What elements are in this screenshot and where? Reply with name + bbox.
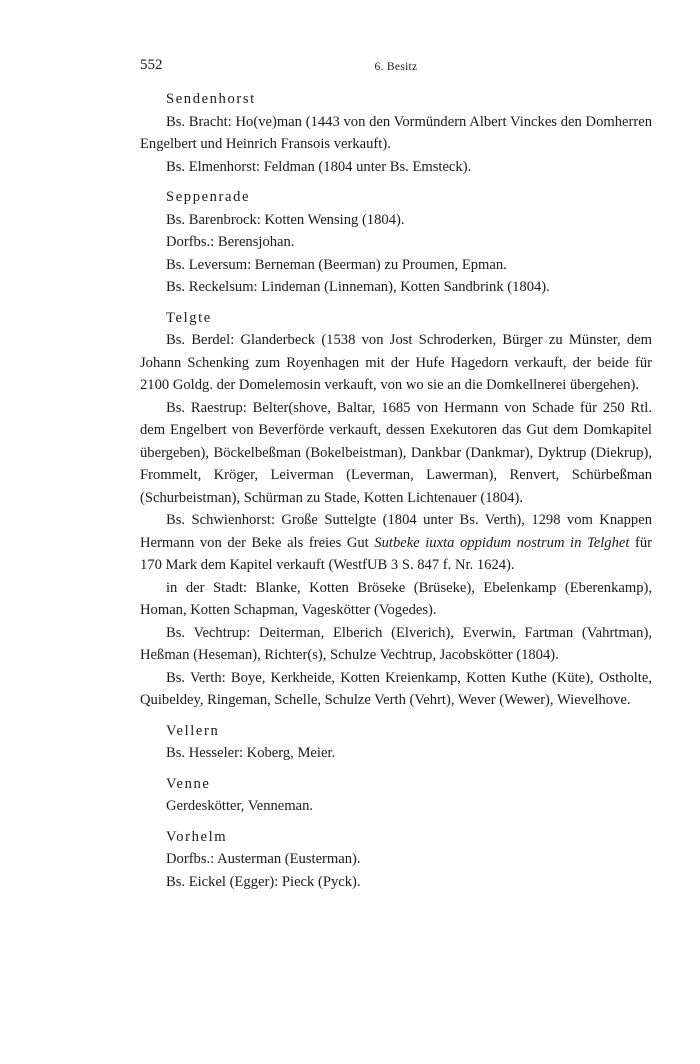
place-heading: Telgte	[166, 309, 212, 326]
entry: Dorfbs.: Austerman (Eusterman).	[166, 851, 361, 867]
entry: Bs. Hesseler: Koberg, Meier.	[166, 745, 336, 761]
entry: Bs. Elmenhorst: Feldman (1804 unter Bs. Emsteck).	[166, 158, 472, 175]
entry-with-latin-quote	[140, 509, 652, 577]
place-heading: Sendenhorst	[166, 91, 256, 107]
place-heading: Venne	[166, 775, 211, 792]
latin-quote: Sutbeke iuxta oppidum nostrum in Telghet	[374, 534, 630, 551]
entry: in der Stadt: Blanke, Kotten Bröseke (Brüseke), Ebelenkamp (Eberenkamp), Homan, Kotten Schapman, Vageskötter (Vogedes).	[140, 579, 652, 618]
entry: Gerdeskötter, Venneman.	[166, 798, 314, 814]
entry: Bs. Bracht: Ho(ve)man (1443 von den Vormündern Albert Vinckes den Domherren Engelbert und Heinrich Fransois verkauft).	[140, 113, 652, 152]
section-vorhelm	[140, 826, 652, 894]
place-heading: Vellern	[166, 722, 220, 739]
section-venne	[140, 773, 652, 818]
section-telgte	[140, 307, 652, 712]
entry: Bs. Reckelsum: Lindeman (Linneman), Kotten Sandbrink (1804).	[166, 279, 550, 295]
place-heading: Vorhelm	[166, 828, 228, 845]
entry-text: Bs. Schwienhorst: Große Suttelgte (1804 unter Bs. Verth), 1298 vom Knappen Hermann von der Beke als freies Gut	[140, 512, 652, 551]
entry: Bs. Leversum: Berneman (Beerman) zu Proumen, Epman.	[166, 256, 507, 273]
running-head: 6. Besitz	[374, 61, 418, 73]
entry: Bs. Vechtrup: Deiterman, Elberich (Elverich), Everwin, Fartman (Vahrtman), Heßman (Heseman), Richter(s), Schulze Vechtrup, Jacobskötter (1804).	[140, 624, 652, 663]
entry: Bs. Raestrup: Belter(shove, Baltar, 1685 von Hermann von Schade für 250 Rtl. dem Engelbert von Beverförde verkauft, dessen Exekutoren das Gut dem Domkapitel übergeben), Böckelbeßman (Bokelbeistman), Dankbar (Dankmar), Dyktrup (Diekrup), Frommelt, Kröger, Leiverman (Leverman, Lawerman), Renvert, Schürbeßman (Schurbeistman), Schürman zu Stade, Kotten Lichtenauer (1804).	[140, 399, 652, 506]
section-sendenhorst	[140, 88, 652, 178]
page-number: 552	[140, 57, 163, 73]
entry: Bs. Berdel: Glanderbeck (1538 von Jost Schroderken, Bürger zu Münster, dem Johann Schenking zum Royenhagen mit der Hufe Hagedorn verkauft, der beide für 2100 Goldg. der Domelemosin verkauft, von wo sie an die Domkellnerei übergehen).	[140, 332, 652, 393]
entry: Dorfbs.: Berensjohan.	[166, 234, 295, 250]
page-header	[140, 54, 652, 76]
entry: Bs. Barenbrock: Kotten Wensing (1804).	[166, 211, 405, 228]
section-vellern	[140, 720, 652, 765]
place-heading: Seppenrade	[166, 189, 251, 205]
entry: Bs. Eickel (Egger): Pieck (Pyck).	[166, 873, 361, 890]
entry: Bs. Verth: Boye, Kerkheide, Kotten Kreienkamp, Kotten Kuthe (Küte), Ostholte, Quibeldey, Ringeman, Schelle, Schulze Verth (Vehrt), Wever (Wewer), Wievelhove.	[140, 669, 652, 708]
section-seppenrade	[140, 186, 652, 299]
book-page	[140, 54, 652, 901]
entry-text: für 170 Mark dem Kapitel verkauft (WestfUB 3 S. 847 f. Nr. 1624).	[140, 534, 652, 573]
